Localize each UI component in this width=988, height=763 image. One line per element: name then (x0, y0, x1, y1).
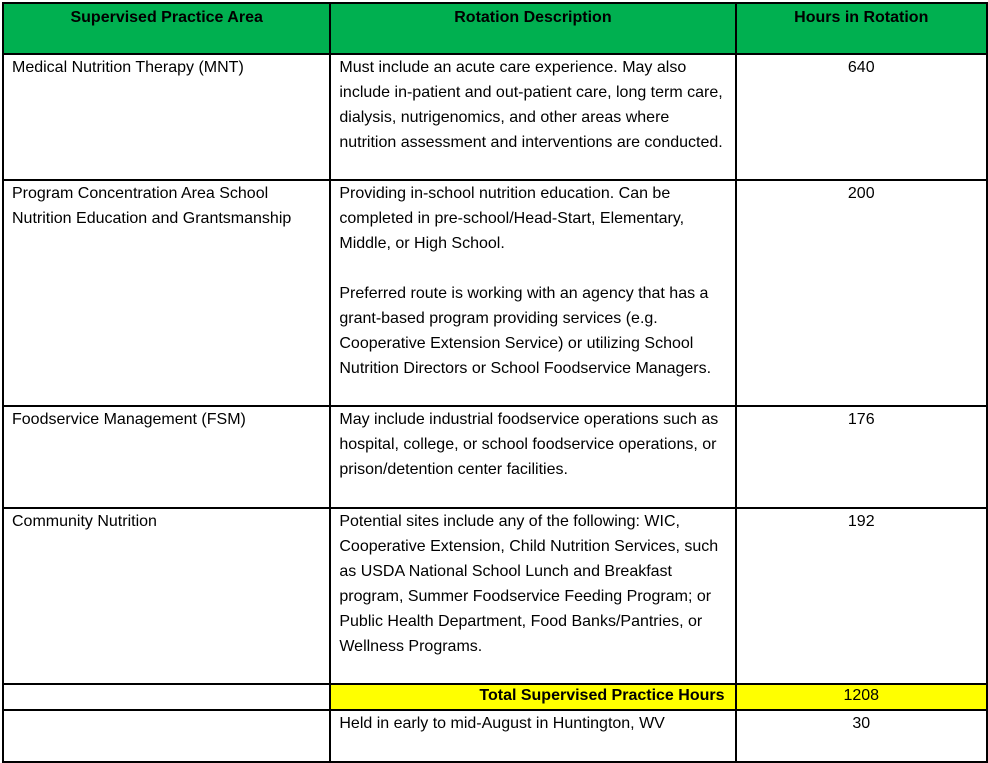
total-row (3, 684, 987, 710)
header-rotation-description: Rotation Description (330, 3, 735, 54)
rotation-description-cell: Held in early to mid-August in Huntington, WV (330, 710, 735, 762)
rotation-description-cell: Must include an acute care experience. May also include in-patient and out-patient care, long term care, dialysis, nutrigenomics, and other areas where nutrition assessment and interventions are conducted. (330, 54, 735, 180)
practice-area-cell: Program Concentration Area School Nutrition Education and Grantsmanship (3, 180, 330, 406)
table-row (3, 508, 987, 684)
header-practice-area: Supervised Practice Area (3, 3, 330, 54)
table-row (3, 710, 987, 762)
hours-cell: 192 (736, 508, 988, 684)
practice-area-cell: Foodservice Management (FSM) (3, 406, 330, 508)
rotation-description-cell: Providing in-school nutrition education. Can be completed in pre-school/Head-Start, Elementary, Middle, or High School. Preferred route is working with an agency that has a grant-based program providing services (e.g. Cooperative Extension Service) or utilizing School Nutrition Directors or School Foodservice Managers. (330, 180, 735, 406)
table-row (3, 54, 987, 180)
table-row (3, 406, 987, 508)
total-hours: 1208 (736, 684, 988, 710)
table-header-row (3, 3, 987, 54)
header-hours-in-rotation: Hours in Rotation (736, 3, 988, 54)
hours-cell: 30 (736, 710, 988, 762)
hours-cell: 200 (736, 180, 988, 406)
practice-area-cell (3, 710, 330, 762)
supervised-practice-table (2, 2, 988, 763)
total-row-empty-cell (3, 684, 330, 710)
practice-area-cell: Community Nutrition (3, 508, 330, 684)
total-label: Total Supervised Practice Hours (330, 684, 735, 710)
rotation-description-cell: May include industrial foodservice operations such as hospital, college, or school foodservice operations, or prison/detention center facilities. (330, 406, 735, 508)
hours-cell: 176 (736, 406, 988, 508)
table-row (3, 180, 987, 406)
rotation-description-cell: Potential sites include any of the following: WIC, Cooperative Extension, Child Nutrition Services, such as USDA National School Lunch and Breakfast program, Summer Foodservice Feeding Program; or Public Health Department, Food Banks/Pantries, or Wellness Programs. (330, 508, 735, 684)
practice-area-cell: Medical Nutrition Therapy (MNT) (3, 54, 330, 180)
hours-cell: 640 (736, 54, 988, 180)
